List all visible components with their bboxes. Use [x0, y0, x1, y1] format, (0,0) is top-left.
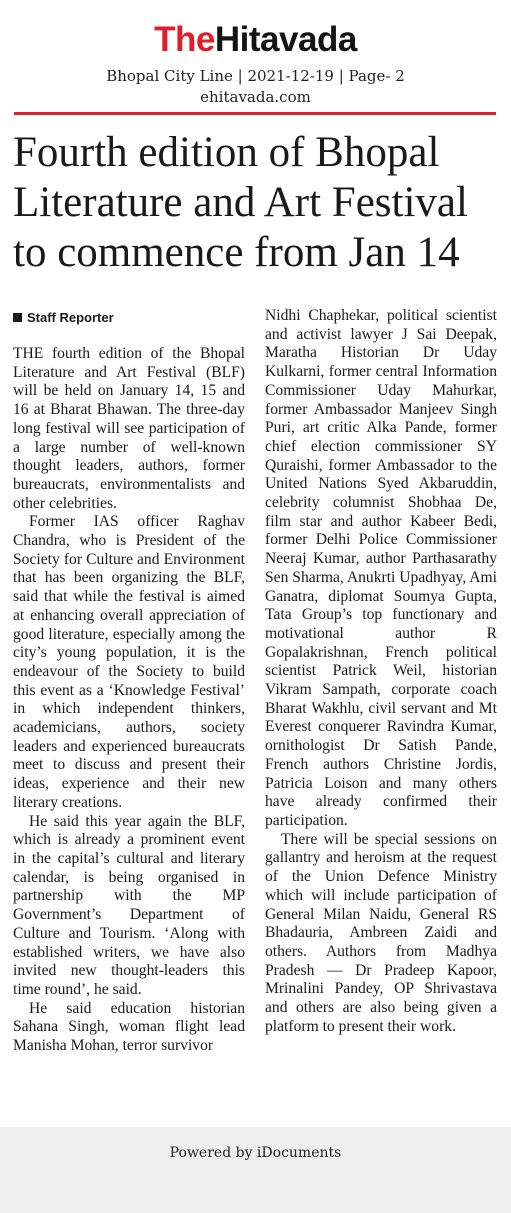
article-column-left	[13, 345, 245, 1056]
website-link[interactable]: ehitavada.com	[200, 88, 311, 106]
article-column-right	[265, 307, 497, 1036]
logo-hitavada: Hitavada	[214, 20, 357, 59]
byline-square-icon	[13, 313, 22, 322]
powered-by-text: Powered by iDocuments	[169, 1145, 342, 1161]
article-paragraph: THE fourth edition of the Bhopal Literature and Art Festival (BLF) will be held on January 14, 15 and 16 at Bharat Bhawan. The three-day long festival will see participation of a large number of well-known thought leaders, authors, former bureaucrats, environmentalists and other celebrities.	[13, 345, 245, 512]
header-divider	[14, 112, 496, 115]
edition-line: Bhopal City Line | 2021-12-19 | Page- 2	[106, 67, 405, 85]
logo-the: The	[154, 20, 215, 59]
byline	[13, 310, 114, 326]
article-paragraph: Former IAS officer Raghav Chandra, who is President of the Society for Culture and Environment that has been organizing the BLF, said that while the festival is aimed at enhancing overall appreciation of good literature, especially among the city’s young population, it is the endeavour of the Society to build this event as a ‘Knowledge Festival’ in which independent thinkers, academicians, authors, society leaders and experienced bureaucrats meet to discuss and present their ideas, experience and their new literary creations.	[13, 513, 245, 811]
article-paragraph: There will be special sessions on gallantry and heroism at the request of the Union Defence Ministry which will include participation of General Milan Naidu, General RS Bhadauria, Ambreen Zaidi and others. Authors from Madhya Pradesh — Dr Pradeep Kapoor, Mrinalini Pandey, OP Shrivastava and others are also being given a platform to present their work.	[265, 830, 497, 1035]
article-paragraph: He said this year again the BLF, which is already a prominent event in the capital’s cultural and literary calendar, is being organised in partnership with the MP Government’s Department of Culture and Tourism. ‘Along with established writers, we have also invited new thought-leaders this time round’, he said.	[13, 812, 245, 998]
article-paragraph: He said education historian Sahana Singh, woman flight lead Manisha Mohan, terror survivor	[13, 999, 245, 1055]
article-headline: Fourth edition of Bhopal Literature and Art Festival to commence from Jan 14	[13, 129, 468, 276]
masthead-logo	[0, 20, 511, 60]
byline-text: Staff Reporter	[27, 310, 114, 325]
article-paragraph: Nidhi Chaphekar, political scientist and activist lawyer J Sai Deepak, Maratha Historian Dr Uday Kulkarni, former central Information Commissioner Uday Mahurkar, former Ambassador Manjeev Singh Puri, art critic Alka Pande, former chief election commissioner SY Quraishi, former Ambassador to the United Nations Syed Akbaruddin, celebrity columnist Shobhaa De, film star and author Kabeer Bedi, former Delhi Police Commissioner Neeraj Kumar, author Parthasarathy Sen Sharma, Anukrti Upadhyay, Ami Ganatra, diplomat Soumya Gupta, Tata Group’s top functionary and motivational author R Gopalakrishnan, French political scientist Patrick Weil, historian Vikram Sampath, corporate coach Bharat Wakhlu, civil servant and Mt Everest conquerer Ravindra Kumar, ornithologist Dr Satish Pande, French authors Christine Jordis, Patricia Loison and many others have already confirmed their participation.	[265, 307, 498, 829]
footer-bar	[0, 1127, 511, 1213]
newspaper-logo	[154, 20, 357, 59]
